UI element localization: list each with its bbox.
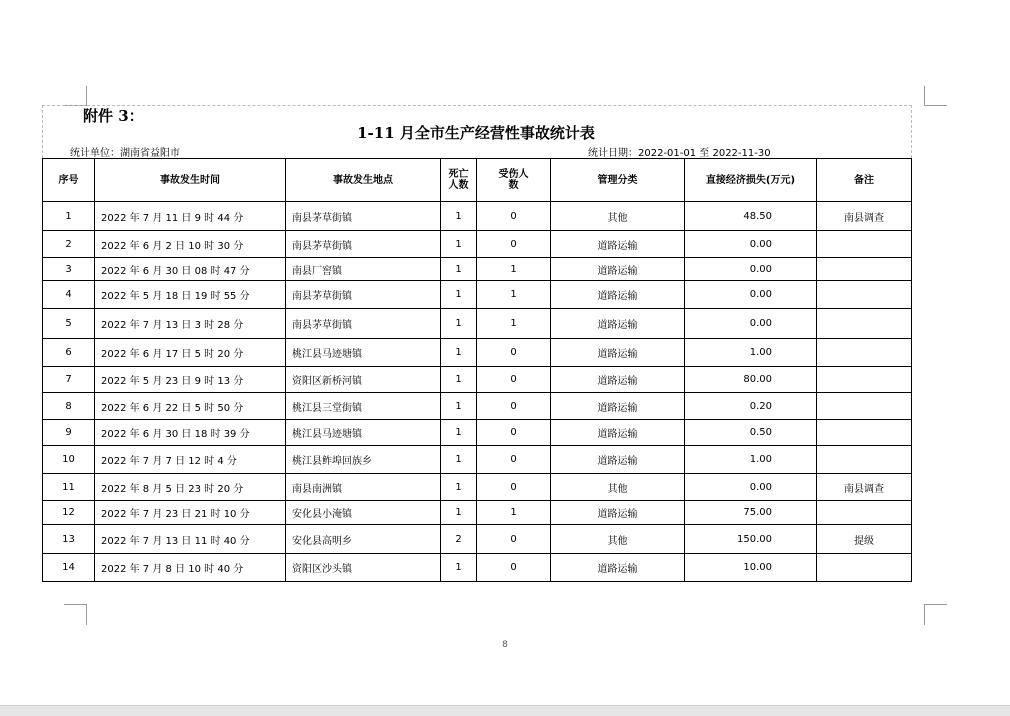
table-row (43, 420, 912, 446)
accident-stats-table (42, 158, 912, 582)
cell-time: 2022 年 6 月 30 日 18 时 39 分 (95, 420, 286, 446)
table-row (43, 339, 912, 367)
cell-loss: 1.00 (685, 446, 817, 474)
cell-deaths: 1 (441, 554, 477, 582)
cell-time: 2022 年 7 月 13 日 3 时 28 分 (95, 309, 286, 339)
table-row (43, 525, 912, 554)
cell-time: 2022 年 6 月 22 日 5 时 50 分 (95, 393, 286, 420)
attachment-label: 附件 3： (83, 107, 144, 125)
cell-note (817, 258, 912, 281)
table-row (43, 501, 912, 525)
cell-deaths: 1 (441, 501, 477, 525)
cell-category: 道路运输 (551, 258, 685, 281)
cell-time: 2022 年 6 月 17 日 5 时 20 分 (95, 339, 286, 367)
viewer-bottom-edge (0, 705, 1010, 716)
cell-deaths: 1 (441, 339, 477, 367)
cell-note (817, 339, 912, 367)
page-corner-mark (64, 604, 87, 625)
cell-location: 南县南洲镇 (286, 474, 441, 501)
cell-note (817, 231, 912, 258)
cell-time: 2022 年 5 月 23 日 9 时 13 分 (95, 367, 286, 393)
cell-injured: 0 (477, 367, 551, 393)
cell-loss: 150.00 (685, 525, 817, 554)
cell-loss: 0.00 (685, 231, 817, 258)
header-deaths: 死亡人数 (441, 159, 477, 202)
cell-time: 2022 年 7 月 13 日 11 时 40 分 (95, 525, 286, 554)
cell-category: 其他 (551, 474, 685, 501)
cell-category: 道路运输 (551, 281, 685, 309)
cell-time: 2022 年 7 月 8 日 10 时 40 分 (95, 554, 286, 582)
cell-loss: 80.00 (685, 367, 817, 393)
cell-category: 其他 (551, 202, 685, 231)
cell-location: 南县茅草街镇 (286, 309, 441, 339)
cell-deaths: 1 (441, 309, 477, 339)
cell-category: 道路运输 (551, 554, 685, 582)
table-row (43, 367, 912, 393)
header-loss: 直接经济损失(万元) (685, 159, 817, 202)
cell-category: 道路运输 (551, 393, 685, 420)
cell-injured: 0 (477, 393, 551, 420)
page-corner-mark (924, 604, 947, 625)
header-category: 管理分类 (551, 159, 685, 202)
cell-category: 道路运输 (551, 309, 685, 339)
cell-location: 南县茅草街镇 (286, 281, 441, 309)
page-number: 8 (502, 640, 508, 650)
cell-category: 道路运输 (551, 446, 685, 474)
cell-note (817, 367, 912, 393)
cell-location: 安化县小淹镇 (286, 501, 441, 525)
cell-no: 11 (43, 474, 95, 501)
cell-note (817, 554, 912, 582)
header-location: 事故发生地点 (286, 159, 441, 202)
cell-no: 1 (43, 202, 95, 231)
cell-no: 8 (43, 393, 95, 420)
header-injured: 受伤人数 (477, 159, 551, 202)
cell-injured: 0 (477, 420, 551, 446)
cell-category: 道路运输 (551, 231, 685, 258)
cell-no: 12 (43, 501, 95, 525)
cell-time: 2022 年 7 月 7 日 12 时 4 分 (95, 446, 286, 474)
table-row (43, 393, 912, 420)
cell-injured: 1 (477, 258, 551, 281)
table-row (43, 474, 912, 501)
cell-time: 2022 年 6 月 2 日 10 时 30 分 (95, 231, 286, 258)
page-corner-mark (64, 86, 87, 106)
header-time: 事故发生时间 (95, 159, 286, 202)
cell-time: 2022 年 5 月 18 日 19 时 55 分 (95, 281, 286, 309)
table-row (43, 446, 912, 474)
cell-deaths: 1 (441, 420, 477, 446)
cell-no: 5 (43, 309, 95, 339)
cell-location: 南县茅草街镇 (286, 231, 441, 258)
table-row (43, 281, 912, 309)
table-header-row (43, 159, 912, 202)
table-row (43, 309, 912, 339)
header-note: 备注 (817, 159, 912, 202)
cell-location: 安化县高明乡 (286, 525, 441, 554)
cell-loss: 0.20 (685, 393, 817, 420)
cell-injured: 0 (477, 554, 551, 582)
cell-time: 2022 年 6 月 30 日 08 时 47 分 (95, 258, 286, 281)
cell-no: 4 (43, 281, 95, 309)
cell-deaths: 1 (441, 393, 477, 420)
cell-injured: 0 (477, 446, 551, 474)
cell-deaths: 1 (441, 446, 477, 474)
cell-no: 14 (43, 554, 95, 582)
cell-note (817, 281, 912, 309)
cell-no: 2 (43, 231, 95, 258)
cell-no: 3 (43, 258, 95, 281)
document-title: 1-11 月全市生产经营性事故统计表 (357, 124, 595, 142)
cell-loss: 0.00 (685, 474, 817, 501)
cell-location: 桃江县三堂街镇 (286, 393, 441, 420)
cell-note (817, 309, 912, 339)
cell-category: 道路运输 (551, 501, 685, 525)
cell-injured: 0 (477, 231, 551, 258)
cell-category: 道路运输 (551, 367, 685, 393)
cell-location: 桃江县马迹塘镇 (286, 339, 441, 367)
cell-injured: 0 (477, 202, 551, 231)
cell-time: 2022 年 7 月 23 日 21 时 10 分 (95, 501, 286, 525)
cell-loss: 1.00 (685, 339, 817, 367)
cell-category: 道路运输 (551, 339, 685, 367)
cell-loss: 0.00 (685, 309, 817, 339)
cell-location: 桃江县鲊埠回族乡 (286, 446, 441, 474)
table-row (43, 554, 912, 582)
cell-injured: 0 (477, 339, 551, 367)
table-row (43, 231, 912, 258)
cell-note: 提级 (817, 525, 912, 554)
cell-loss: 75.00 (685, 501, 817, 525)
cell-note (817, 501, 912, 525)
cell-injured: 0 (477, 525, 551, 554)
cell-no: 9 (43, 420, 95, 446)
cell-no: 10 (43, 446, 95, 474)
cell-loss: 0.00 (685, 281, 817, 309)
cell-loss: 48.50 (685, 202, 817, 231)
cell-loss: 0.50 (685, 420, 817, 446)
table-row (43, 202, 912, 231)
cell-category: 道路运输 (551, 420, 685, 446)
cell-category: 其他 (551, 525, 685, 554)
cell-time: 2022 年 7 月 11 日 9 时 44 分 (95, 202, 286, 231)
cell-note: 南县调查 (817, 474, 912, 501)
cell-deaths: 2 (441, 525, 477, 554)
cell-loss: 10.00 (685, 554, 817, 582)
cell-location: 资阳区新桥河镇 (286, 367, 441, 393)
cell-note (817, 393, 912, 420)
cell-deaths: 1 (441, 367, 477, 393)
cell-note (817, 420, 912, 446)
cell-deaths: 1 (441, 474, 477, 501)
statistics-unit: 统计单位：湖南省益阳市 (70, 148, 180, 159)
cell-no: 7 (43, 367, 95, 393)
cell-deaths: 1 (441, 202, 477, 231)
cell-injured: 1 (477, 501, 551, 525)
header-no: 序号 (43, 159, 95, 202)
statistics-date-range: 统计日期：2022-01-01 至 2022-11-30 (588, 148, 771, 159)
page-corner-mark (924, 86, 947, 106)
table-row (43, 258, 912, 281)
cell-deaths: 1 (441, 231, 477, 258)
cell-no: 13 (43, 525, 95, 554)
cell-location: 南县厂窖镇 (286, 258, 441, 281)
cell-injured: 1 (477, 309, 551, 339)
cell-loss: 0.00 (685, 258, 817, 281)
cell-injured: 0 (477, 474, 551, 501)
cell-note (817, 446, 912, 474)
cell-location: 资阳区沙头镇 (286, 554, 441, 582)
cell-no: 6 (43, 339, 95, 367)
cell-deaths: 1 (441, 281, 477, 309)
cell-location: 桃江县马迹塘镇 (286, 420, 441, 446)
cell-deaths: 1 (441, 258, 477, 281)
cell-injured: 1 (477, 281, 551, 309)
cell-note: 南县调查 (817, 202, 912, 231)
cell-location: 南县茅草街镇 (286, 202, 441, 231)
cell-time: 2022 年 8 月 5 日 23 时 20 分 (95, 474, 286, 501)
